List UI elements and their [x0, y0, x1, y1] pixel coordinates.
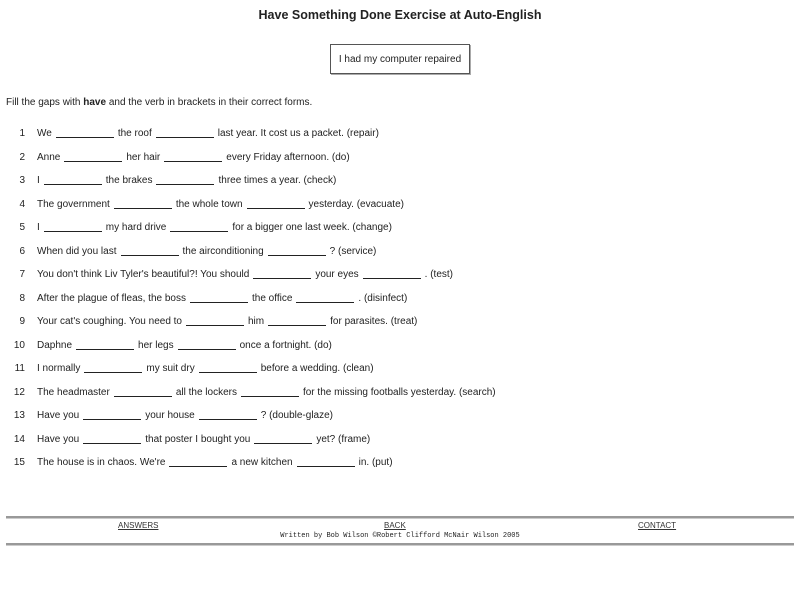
exercise-item — [0, 316, 496, 340]
gap-1[interactable] — [114, 387, 172, 397]
exercise-item — [0, 199, 496, 223]
instruction-text-end: and the verb in brackets in their correct forms. — [106, 97, 313, 108]
item-number: 7 — [19, 269, 25, 280]
exercise-item — [0, 222, 496, 246]
item-text-2: her hair — [126, 151, 161, 163]
contact-link[interactable]: CONTACT — [638, 521, 677, 530]
example-text: I had my computer repaired — [338, 53, 462, 65]
item-number: 4 — [19, 198, 25, 210]
instruction-text: Fill the gaps with — [6, 97, 84, 108]
exercise-item — [0, 457, 496, 481]
item-text-2: him — [248, 316, 265, 327]
item-text-3: three times a year. (check) — [218, 175, 337, 186]
gap-1[interactable] — [76, 340, 134, 350]
item-text-3: last year. It cost us a packet. (repair) — [217, 128, 379, 139]
gap-2[interactable] — [297, 457, 355, 467]
item-text-2: the whole town — [175, 198, 243, 210]
item-text-1: You don't think Liv Tyler's beautiful?! You should — [37, 269, 250, 280]
item-number: 15 — [13, 457, 25, 468]
gap-2[interactable] — [254, 434, 312, 444]
item-text-3: every Friday afternoon. (do) — [226, 151, 350, 163]
gap-2[interactable] — [363, 269, 421, 279]
instruction-bold: have — [83, 97, 107, 108]
gap-1[interactable] — [56, 128, 114, 138]
item-number: 3 — [19, 175, 25, 186]
gap-1[interactable] — [253, 269, 311, 279]
gap-1[interactable] — [83, 434, 141, 444]
item-text-1: The house is in chaos. We're — [37, 457, 166, 468]
item-number: 9 — [19, 316, 25, 327]
gap-1[interactable] — [114, 199, 172, 209]
item-text-1: After the plague of fleas, the boss — [37, 292, 186, 304]
item-number: 1 — [19, 128, 25, 139]
item-text-1: Anne — [37, 151, 61, 163]
exercise-item — [0, 387, 496, 411]
item-text-3: ? (double-glaze) — [260, 410, 333, 421]
item-number: 2 — [19, 151, 25, 163]
gap-1[interactable] — [190, 293, 248, 303]
item-text-1: When did you last — [37, 245, 117, 257]
gap-2[interactable] — [156, 175, 214, 185]
item-number: 11 — [14, 363, 25, 374]
gap-2[interactable] — [241, 387, 299, 397]
item-text-2: your eyes — [315, 269, 359, 280]
item-text-2: the airconditioning — [182, 245, 264, 257]
gap-2[interactable] — [268, 246, 326, 256]
exercise-item — [0, 434, 496, 458]
item-text-3: ? (service) — [329, 245, 377, 257]
item-text-3: . (disinfect) — [358, 292, 408, 304]
item-text-1: I — [37, 175, 40, 186]
exercise-item — [0, 293, 496, 317]
item-number: 10 — [13, 339, 25, 351]
gap-1[interactable] — [83, 410, 141, 420]
item-text-1: The government — [37, 198, 110, 210]
item-text-1: Have you — [37, 410, 80, 421]
gap-1[interactable] — [84, 363, 142, 373]
gap-1[interactable] — [44, 222, 102, 232]
gap-2[interactable] — [164, 152, 222, 162]
item-text-1: I — [37, 222, 40, 233]
item-text-3: for parasites. (treat) — [330, 316, 418, 327]
copyright: Written by Bob Wilson ©Robert Clifford McNair Wilson 2005 — [280, 532, 520, 540]
gap-2[interactable] — [268, 316, 326, 326]
gap-1[interactable] — [169, 457, 227, 467]
exercise-item — [0, 246, 496, 270]
exercise-item — [0, 175, 496, 199]
gap-2[interactable] — [247, 199, 305, 209]
item-text-2: a new kitchen — [231, 457, 293, 468]
item-number: 12 — [13, 386, 25, 398]
item-text-2: my hard drive — [105, 222, 167, 233]
gap-1[interactable] — [186, 316, 244, 326]
item-text-3: for a bigger one last week. (change) — [232, 222, 392, 233]
divider-bottom — [6, 543, 794, 546]
item-text-2: the office — [251, 292, 293, 304]
item-text-2: all the lockers — [175, 386, 237, 398]
gap-2[interactable] — [156, 128, 214, 138]
exercise-item — [0, 340, 496, 364]
item-text-2: your house — [145, 410, 195, 421]
back-link[interactable]: BACK — [384, 521, 406, 530]
item-text-3: . (test) — [424, 269, 454, 280]
gap-1[interactable] — [44, 175, 102, 185]
item-text-1: We — [37, 128, 52, 139]
example-box — [330, 44, 470, 74]
item-number: 8 — [19, 292, 25, 304]
item-text-2: that poster I bought you — [145, 433, 251, 445]
page-title: Have Something Done Exercise at Auto-English — [258, 8, 542, 22]
gap-2[interactable] — [178, 340, 236, 350]
item-number: 5 — [19, 222, 25, 233]
item-text-2: her legs — [138, 339, 174, 351]
exercise-item — [0, 128, 496, 152]
answers-link[interactable]: ANSWERS — [118, 521, 159, 530]
item-text-1: I normally — [37, 363, 81, 374]
exercise-item — [0, 410, 496, 434]
item-text-1: The headmaster — [37, 386, 110, 398]
item-text-2: the roof — [117, 128, 152, 139]
item-text-2: my suit dry — [146, 363, 195, 374]
item-text-2: the brakes — [105, 175, 153, 186]
gap-2[interactable] — [199, 410, 257, 420]
instructions — [6, 97, 312, 108]
gap-1[interactable] — [121, 246, 179, 256]
gap-2[interactable] — [199, 363, 257, 373]
item-text-1: Your cat's coughing. You need to — [37, 316, 182, 327]
exercise-item — [0, 363, 496, 387]
gap-2[interactable] — [170, 222, 228, 232]
gap-2[interactable] — [296, 293, 354, 303]
item-number: 13 — [13, 410, 25, 421]
item-text-1: Have you — [37, 433, 80, 445]
exercise-item — [0, 152, 496, 176]
gap-1[interactable] — [64, 152, 122, 162]
item-number: 6 — [19, 245, 25, 257]
item-text-3: yesterday. (evacuate) — [308, 198, 404, 210]
item-text-3: once a fortnight. (do) — [239, 339, 332, 351]
item-number: 14 — [13, 433, 25, 445]
item-text-3: in. (put) — [358, 457, 393, 468]
item-text-3: for the missing footballs yesterday. (search) — [302, 386, 496, 398]
item-text-3: yet? (frame) — [316, 433, 371, 445]
divider-top — [6, 516, 794, 519]
exercise-item — [0, 269, 496, 293]
exercise-list — [0, 128, 496, 481]
item-text-3: before a wedding. (clean) — [260, 363, 374, 374]
item-text-1: Daphne — [37, 339, 73, 351]
